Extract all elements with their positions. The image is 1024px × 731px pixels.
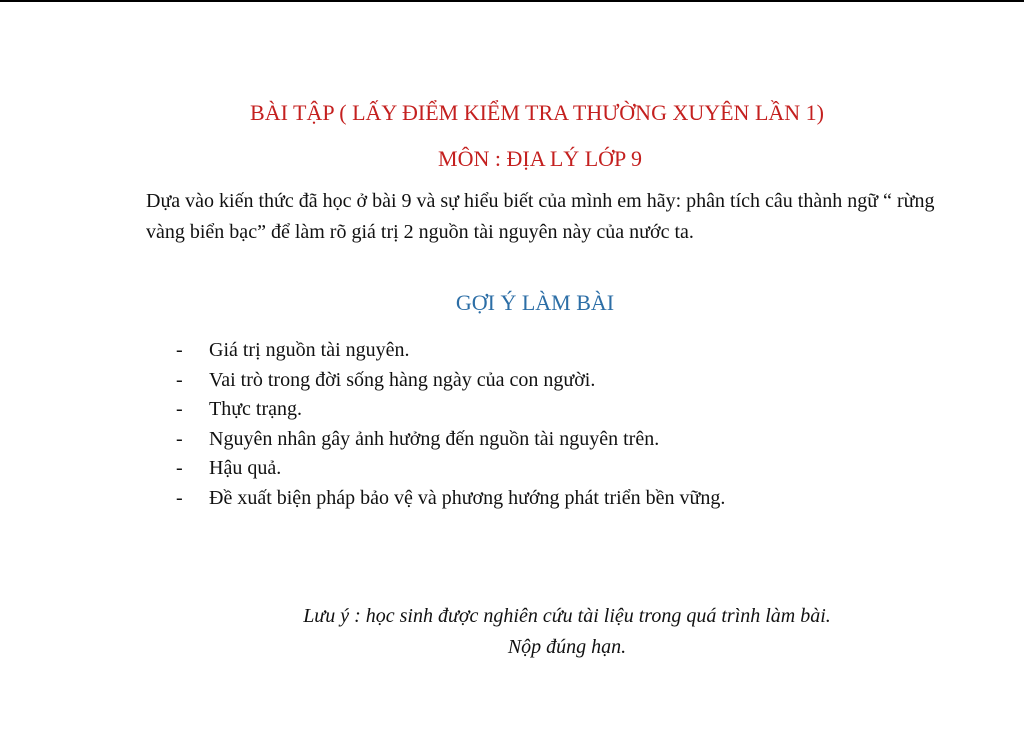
note-line-2: Nộp đúng hạn. bbox=[507, 636, 627, 658]
hint-list bbox=[176, 336, 725, 513]
list-item bbox=[176, 395, 725, 425]
note-line-1: Lưu ý : học sinh được nghiên cứu tài liệu trong quá trình làm bài. bbox=[303, 605, 831, 627]
bullet-dash: - bbox=[176, 486, 183, 509]
bullet-dash: - bbox=[176, 339, 183, 361]
hint-text: Giá trị nguồn tài nguyên. bbox=[209, 339, 410, 361]
assignment-prompt: Dựa vào kiến thức đã học ở bài 9 và sự hiểu biết của mình em hãy: phân tích câu thành ngữ “ rừng vàng biển bạc” để làm rõ giá trị 2 nguồn tài nguyên này của nước ta. bbox=[146, 190, 935, 243]
hint-text: Vai trò trong đời sống hàng ngày của con người. bbox=[209, 368, 596, 391]
bullet-dash: - bbox=[176, 457, 183, 479]
hint-text: Đề xuất biện pháp bảo vệ và phương hướng phát triển bền vững. bbox=[209, 486, 726, 509]
list-item bbox=[176, 366, 725, 396]
hint-heading: GỢI Ý LÀM BÀI bbox=[455, 290, 615, 315]
subject-title: MÔN : ĐỊA LÝ LỚP 9 bbox=[438, 146, 642, 171]
list-item bbox=[176, 484, 725, 514]
hint-text: Thực trạng. bbox=[209, 398, 303, 420]
list-item bbox=[176, 336, 725, 366]
document-page bbox=[0, 2, 1024, 731]
list-item bbox=[176, 425, 725, 455]
list-item bbox=[176, 454, 725, 484]
bullet-dash: - bbox=[176, 427, 183, 450]
hint-text: Nguyên nhân gây ảnh hưởng đến nguồn tài nguyên trên. bbox=[209, 427, 660, 450]
document-title: BÀI TẬP ( LẤY ĐIỂM KIỂM TRA THƯỜNG XUYÊN LẦN 1) bbox=[250, 100, 824, 125]
hint-text: Hậu quả. bbox=[209, 457, 282, 479]
bullet-dash: - bbox=[176, 368, 183, 391]
bullet-dash: - bbox=[176, 398, 183, 420]
